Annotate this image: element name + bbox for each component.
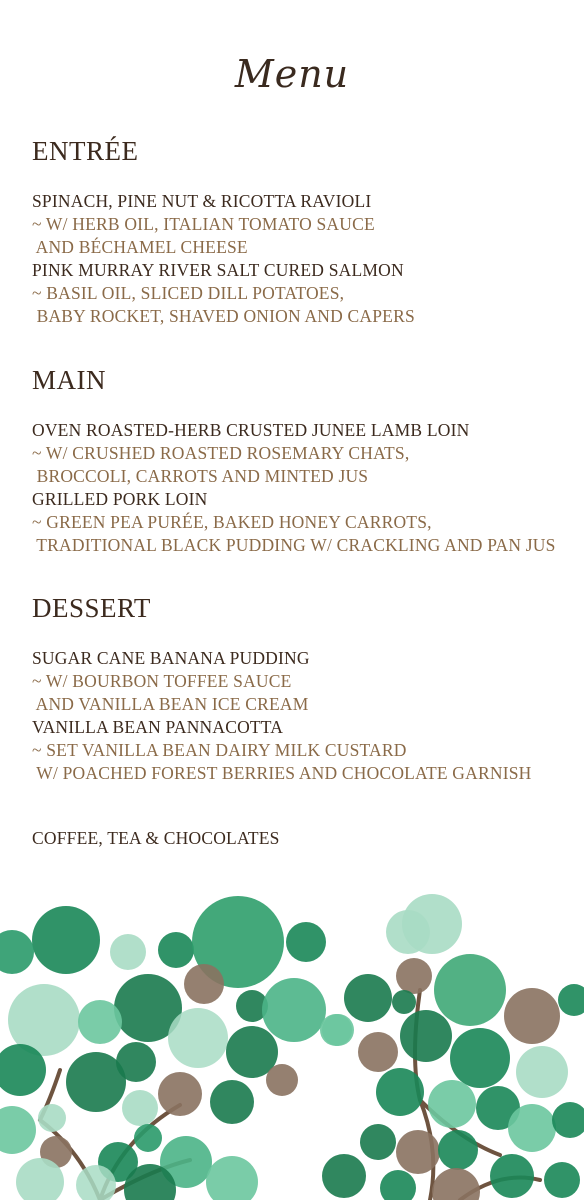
dish-name: PINK MURRAY RIVER SALT CURED SALMON <box>32 260 404 280</box>
dish-description: ~ GREEN PEA PURÉE, BAKED HONEY CARROTS, TRADITIONAL BLACK PUDDING W/ CRACKLING AND PAN JUS <box>32 512 556 555</box>
dish-description: ~ W/ BOURBON TOFFEE SAUCE AND VANILLA BEAN ICE CREAM <box>32 671 309 714</box>
dish-description: ~ W/ CRUSHED ROASTED ROSEMARY CHATS, BROCCOLI, CARROTS AND MINTED JUS <box>32 443 410 486</box>
section-main <box>32 365 572 557</box>
dish-name: VANILLA BEAN PANNACOTTA <box>32 717 284 737</box>
section-heading: ENTRÉE <box>32 136 139 166</box>
dish-name: OVEN ROASTED-HERB CRUSTED JUNEE LAMB LOIN <box>32 420 470 440</box>
footer-note: COFFEE, TEA & CHOCOLATES <box>32 828 280 848</box>
section-heading: DESSERT <box>32 593 151 623</box>
dish-description: ~ SET VANILLA BEAN DAIRY MILK CUSTARD W/ POACHED FOREST BERRIES AND CHOCOLATE GARNISH <box>32 740 532 783</box>
dish-name: SPINACH, PINE NUT & RICOTTA RAVIOLI <box>32 191 372 211</box>
menu-title: Menu <box>234 52 350 96</box>
watercolor-tree-illustration <box>0 880 584 1200</box>
dish-name: GRILLED PORK LOIN <box>32 489 208 509</box>
section-dessert <box>32 593 572 785</box>
section-heading: MAIN <box>32 365 106 395</box>
section-entree <box>32 136 572 328</box>
dish-description: ~ W/ HERB OIL, ITALIAN TOMATO SAUCE AND BÉCHAMEL CHEESE <box>32 214 375 257</box>
dish-name: SUGAR CANE BANANA PUDDING <box>32 648 310 668</box>
dish-description: ~ BASIL OIL, SLICED DILL POTATOES, BABY ROCKET, SHAVED ONION AND CAPERS <box>32 283 415 326</box>
